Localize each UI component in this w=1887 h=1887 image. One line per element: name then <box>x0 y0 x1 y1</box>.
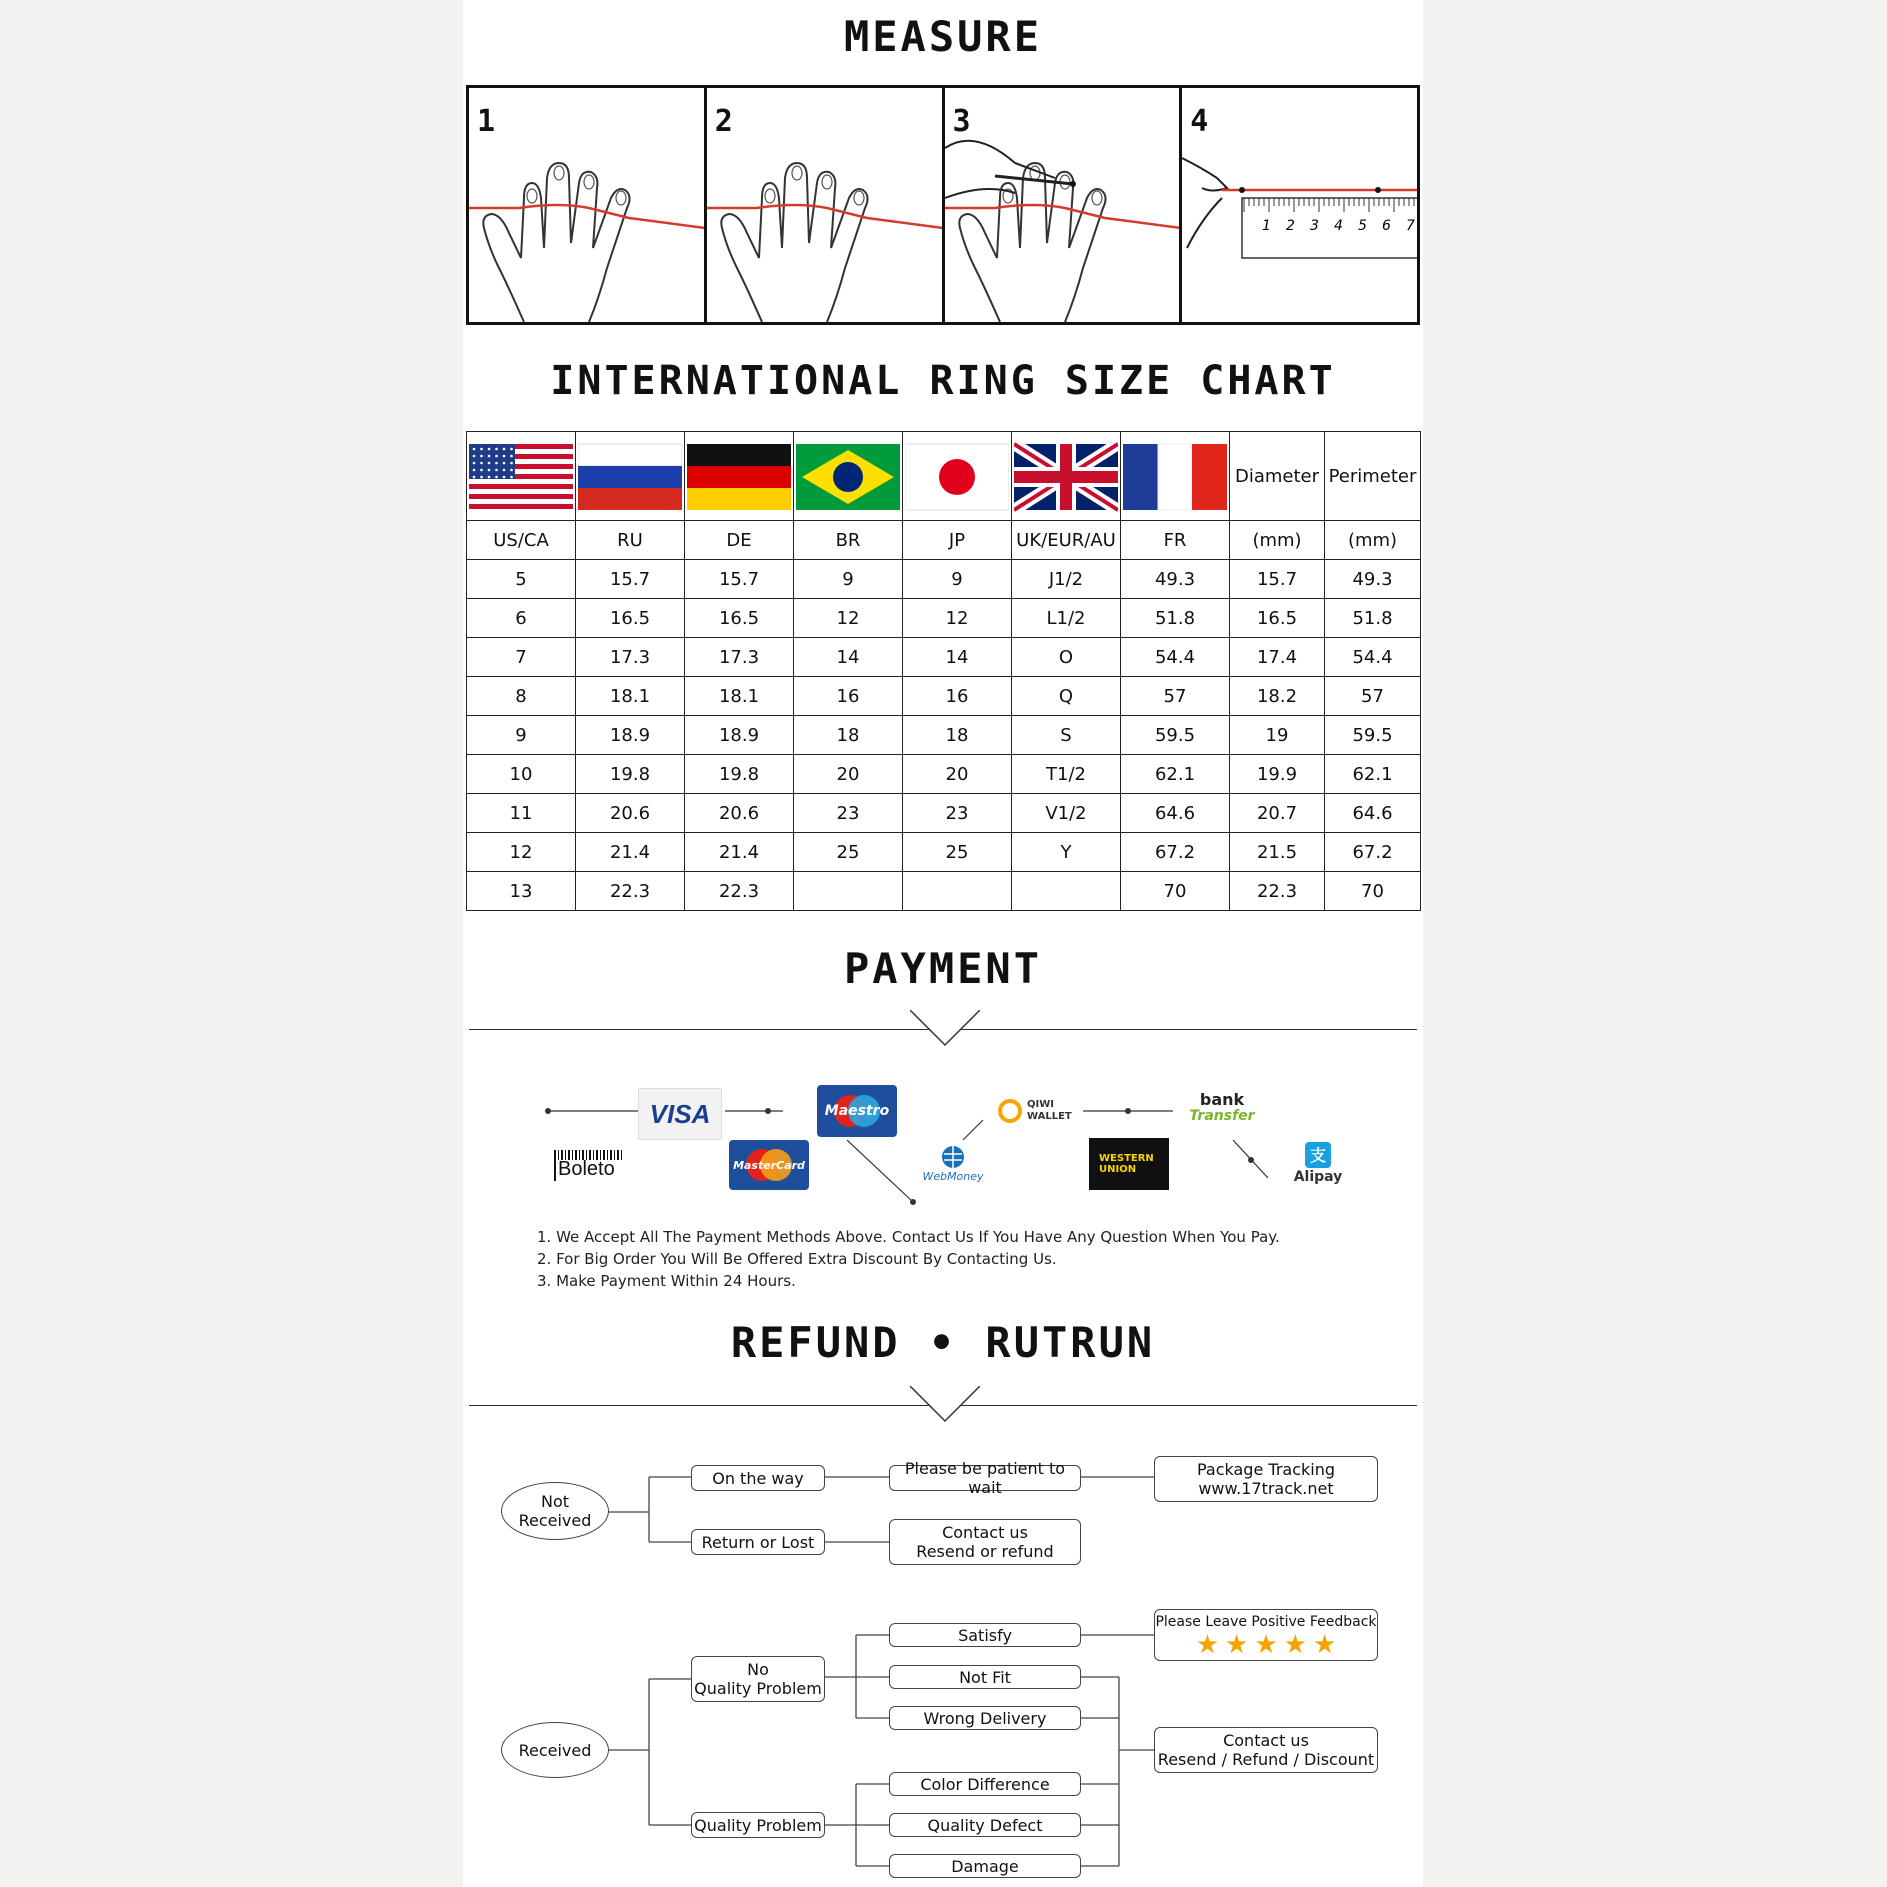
table-cell: 13 <box>467 872 576 911</box>
column-header: US/CA <box>467 521 576 560</box>
table-cell: 15.7 <box>1230 560 1325 599</box>
feedback-node: Please Leave Positive Feedback ★ ★ ★ ★ ★ <box>1154 1609 1378 1661</box>
table-cell: Y <box>1012 833 1121 872</box>
ruler-number: 1 <box>1262 218 1272 234</box>
alipay-logo: 支 Alipay <box>1281 1138 1355 1188</box>
table-cell: 22.3 <box>685 872 794 911</box>
ruler-number: 4 <box>1334 218 1344 234</box>
table-cell: 17.3 <box>576 638 685 677</box>
table-cell: L1/2 <box>1012 599 1121 638</box>
ruler-number: 6 <box>1382 218 1392 234</box>
table-cell: 20.7 <box>1230 794 1325 833</box>
star-icon: ★ <box>1195 1629 1220 1660</box>
step-number: 2 <box>714 104 733 139</box>
payment-note: 2. For Big Order You Will Be Offered Extra Discount By Contacting Us. <box>537 1250 1057 1268</box>
table-cell: 67.2 <box>1121 833 1230 872</box>
step-number: 3 <box>952 104 971 139</box>
table-cell: 18.2 <box>1230 677 1325 716</box>
table-cell: 20 <box>903 755 1012 794</box>
table-cell: 70 <box>1325 872 1421 911</box>
table-cell: 14 <box>794 638 903 677</box>
return-lost-node: Return or Lost <box>691 1529 825 1555</box>
qiwi-wallet-logo: QIWI WALLET <box>993 1090 1075 1132</box>
table-cell: 51.8 <box>1325 599 1421 638</box>
table-cell: 21.5 <box>1230 833 1325 872</box>
column-header: JP <box>903 521 1012 560</box>
table-cell: V1/2 <box>1012 794 1121 833</box>
table-cell: 12 <box>467 833 576 872</box>
ruler-number: 7 <box>1406 218 1416 234</box>
table-cell: 18.1 <box>576 677 685 716</box>
table-cell: 67.2 <box>1325 833 1421 872</box>
satisfy-node: Satisfy <box>889 1623 1081 1647</box>
table-cell: 19 <box>1230 716 1325 755</box>
table-cell: 12 <box>903 599 1012 638</box>
table-cell: O <box>1012 638 1121 677</box>
table-cell: 70 <box>1121 872 1230 911</box>
wrong-delivery-node: Wrong Delivery <box>889 1706 1081 1730</box>
column-header: (mm) <box>1325 521 1421 560</box>
table-cell: 18.9 <box>576 716 685 755</box>
star-icon: ★ <box>1312 1629 1337 1660</box>
refund-title: REFUND • RUTRUN <box>730 1318 1156 1367</box>
received-node: Received <box>501 1722 609 1778</box>
star-icon: ★ <box>1254 1629 1278 1660</box>
payment-note: 3. Make Payment Within 24 Hours. <box>537 1272 796 1290</box>
size-chart-title: INTERNATIONAL RING SIZE CHART <box>550 358 1336 404</box>
table-cell: 20 <box>794 755 903 794</box>
contact-resend-node: Contact us Resend or refund <box>889 1519 1081 1565</box>
table-cell: 59.5 <box>1121 716 1230 755</box>
webmoney-logo: WebMoney <box>913 1138 993 1188</box>
not-received-node: Not Received <box>501 1482 609 1540</box>
bank-transfer-logo: bank Transfer <box>1189 1090 1255 1124</box>
table-cell: 5 <box>467 560 576 599</box>
perimeter-header: Perimeter <box>1325 432 1421 521</box>
color-difference-node: Color Difference <box>889 1772 1081 1796</box>
mastercard-logo: MasterCard <box>729 1140 809 1190</box>
table-cell: 16 <box>794 677 903 716</box>
table-cell: 20.6 <box>576 794 685 833</box>
column-header: DE <box>685 521 794 560</box>
star-icon: ★ <box>1225 1629 1249 1660</box>
maestro-logo: Maestro <box>817 1085 897 1137</box>
svg-text:支: 支 <box>1309 1146 1327 1165</box>
table-cell: 17.3 <box>685 638 794 677</box>
table-cell: 22.3 <box>576 872 685 911</box>
table-cell: 16 <box>903 677 1012 716</box>
table-cell: 54.4 <box>1121 638 1230 677</box>
table-cell: 57 <box>1121 677 1230 716</box>
table-cell: 21.4 <box>576 833 685 872</box>
payment-note: 1. We Accept All The Payment Methods Above. Contact Us If You Have Any Question When You Pay. <box>537 1228 1280 1246</box>
table-cell: 16.5 <box>1230 599 1325 638</box>
table-cell: 19.8 <box>685 755 794 794</box>
table-cell: 57 <box>1325 677 1421 716</box>
no-quality-problem-node: No Quality Problem <box>691 1656 825 1702</box>
quality-problem-node: Quality Problem <box>691 1812 825 1838</box>
table-cell: 9 <box>903 560 1012 599</box>
flowchart-connectors <box>463 0 1423 1887</box>
ruler-number: 5 <box>1358 218 1368 234</box>
table-cell: 18.9 <box>685 716 794 755</box>
table-cell: 17.4 <box>1230 638 1325 677</box>
not-fit-node: Not Fit <box>889 1665 1081 1689</box>
quality-defect-node: Quality Defect <box>889 1813 1081 1837</box>
table-cell: S <box>1012 716 1121 755</box>
column-header: UK/EUR/AU <box>1012 521 1121 560</box>
table-cell: 18 <box>794 716 903 755</box>
on-the-way-node: On the way <box>691 1465 825 1491</box>
column-header: BR <box>794 521 903 560</box>
page <box>463 0 1423 1887</box>
table-cell: 54.4 <box>1325 638 1421 677</box>
measure-title: MEASURE <box>843 12 1042 61</box>
step-number: 1 <box>477 104 496 139</box>
table-cell: 9 <box>794 560 903 599</box>
table-cell: T1/2 <box>1012 755 1121 794</box>
visa-logo: VISA <box>638 1088 722 1140</box>
table-cell: 23 <box>903 794 1012 833</box>
table-cell: 49.3 <box>1325 560 1421 599</box>
table-cell: Q <box>1012 677 1121 716</box>
table-cell: 19.9 <box>1230 755 1325 794</box>
table-cell: 15.7 <box>576 560 685 599</box>
table-cell: 16.5 <box>576 599 685 638</box>
package-tracking-node: Package Tracking www.17track.net <box>1154 1456 1378 1502</box>
star-icon: ★ <box>1283 1629 1307 1660</box>
table-cell: 49.3 <box>1121 560 1230 599</box>
table-cell: 10 <box>467 755 576 794</box>
table-cell: 16.5 <box>685 599 794 638</box>
damage-node: Damage <box>889 1854 1081 1878</box>
rating-stars <box>1193 1629 1340 1660</box>
table-cell: 8 <box>467 677 576 716</box>
column-header: RU <box>576 521 685 560</box>
table-cell: 19.8 <box>576 755 685 794</box>
column-header: FR <box>1121 521 1230 560</box>
table-cell: 59.5 <box>1325 716 1421 755</box>
table-cell: 12 <box>794 599 903 638</box>
table-cell: 6 <box>467 599 576 638</box>
table-cell: 7 <box>467 638 576 677</box>
column-header: (mm) <box>1230 521 1325 560</box>
please-wait-node: Please be patient to wait <box>889 1465 1081 1491</box>
boleto-logo: Boleto <box>551 1148 627 1182</box>
step-number: 4 <box>1190 104 1209 139</box>
table-cell: 64.6 <box>1121 794 1230 833</box>
table-cell: 62.1 <box>1121 755 1230 794</box>
table-cell: 18 <box>903 716 1012 755</box>
diameter-header: Diameter <box>1230 432 1325 521</box>
table-cell: 25 <box>903 833 1012 872</box>
ruler-number: 3 <box>1310 218 1320 234</box>
table-cell: 51.8 <box>1121 599 1230 638</box>
table-cell: 22.3 <box>1230 872 1325 911</box>
table-cell: 20.6 <box>685 794 794 833</box>
ruler-number: 2 <box>1286 218 1296 234</box>
table-cell: 11 <box>467 794 576 833</box>
table-cell: 23 <box>794 794 903 833</box>
western-union-logo: WESTERN UNION <box>1089 1138 1169 1190</box>
table-cell: 14 <box>903 638 1012 677</box>
table-cell: J1/2 <box>1012 560 1121 599</box>
table-cell: 62.1 <box>1325 755 1421 794</box>
table-cell: 21.4 <box>685 833 794 872</box>
table-cell: 15.7 <box>685 560 794 599</box>
payment-title: PAYMENT <box>843 944 1042 993</box>
table-cell: 64.6 <box>1325 794 1421 833</box>
table-cell: 25 <box>794 833 903 872</box>
table-cell: 18.1 <box>685 677 794 716</box>
contact-discount-node: Contact us Resend / Refund / Discount <box>1154 1727 1378 1773</box>
table-cell: 9 <box>467 716 576 755</box>
